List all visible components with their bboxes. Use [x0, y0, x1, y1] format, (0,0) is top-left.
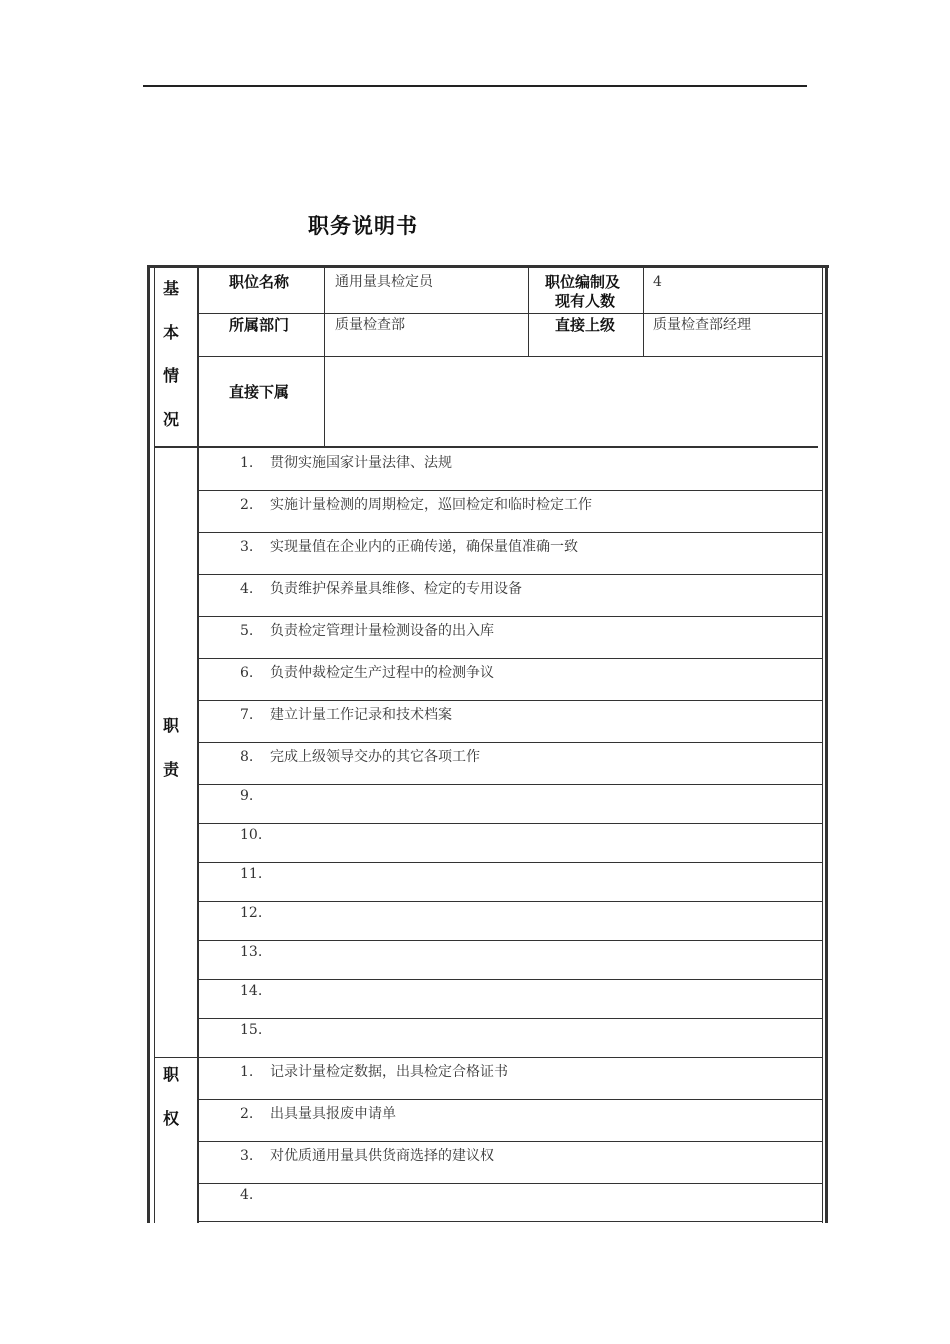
duty-row-divider [198, 490, 823, 491]
duty-item [240, 827, 270, 843]
duty-item [240, 788, 270, 804]
headcount-label-line1: 职位编制及 [545, 273, 621, 291]
duty-row-divider [198, 742, 823, 743]
duties-section-bottom [154, 1057, 823, 1058]
authority-item-text: 对优质通用量具供货商选择的建议权 [270, 1148, 494, 1164]
authority-row-divider [198, 1141, 823, 1142]
duty-item [240, 866, 270, 882]
duty-item-number: 9. [240, 788, 254, 804]
duty-row-divider [198, 700, 823, 701]
duty-row-divider [198, 616, 823, 617]
duty-item-number: 10. [240, 827, 263, 843]
basic-section-char-3: 情 [163, 366, 180, 385]
duty-item [240, 746, 480, 766]
duty-item-number: 2. [240, 497, 254, 513]
duty-row-divider [198, 862, 823, 863]
duty-row-divider [198, 901, 823, 902]
duty-item [240, 983, 270, 999]
duty-row-divider [198, 940, 823, 941]
headcount-value: 4 [653, 274, 662, 290]
duty-item-number: 1. [240, 455, 254, 471]
duty-item-text: 负责检定管理计量检测设备的出入库 [270, 623, 494, 639]
basic-section-char-4: 况 [163, 410, 180, 429]
duties-section-char-2: 责 [163, 760, 180, 779]
authority-section-char-2: 权 [163, 1109, 180, 1128]
table-left-inner-border [154, 268, 155, 1223]
duty-row-divider [198, 532, 823, 533]
duty-item-text: 实施计量检测的周期检定，巡回检定和临时检定工作 [270, 497, 592, 513]
basic-section-char-2: 本 [163, 323, 180, 342]
headcount-label-line2: 现有人数 [555, 292, 616, 310]
duty-item-number: 7. [240, 707, 254, 723]
duty-item-number: 15. [240, 1022, 263, 1038]
duty-item-text: 负责维护保养量具维修、检定的专用设备 [270, 581, 522, 597]
duty-item-number: 11. [240, 866, 263, 882]
duty-item-text: 完成上级领导交办的其它各项工作 [270, 749, 480, 765]
duty-item-number: 3. [240, 539, 254, 555]
duty-item-number: 13. [240, 944, 263, 960]
duty-item [240, 905, 270, 921]
basic-row-divider-2 [198, 356, 823, 357]
table-right-border [825, 265, 828, 1223]
divider-col-b [324, 268, 325, 446]
authority-row-divider [198, 1099, 823, 1100]
position-name-label: 职位名称 [229, 273, 290, 291]
duty-item-number: 12. [240, 905, 263, 921]
duty-item-text: 贯彻实施国家计量法律、法规 [270, 455, 452, 471]
duties-section-char-1: 职 [163, 716, 180, 735]
authority-item-text: 出具量具报废申请单 [270, 1106, 396, 1122]
duty-item-number: 6. [240, 665, 254, 681]
duty-item [240, 452, 452, 472]
basic-row-divider-1 [198, 313, 823, 314]
duty-row-divider [198, 823, 823, 824]
basic-section-char-1: 基 [163, 279, 180, 298]
duty-item [240, 578, 522, 598]
authority-row-divider [198, 1221, 823, 1222]
duty-item [240, 944, 270, 960]
duty-item-text: 负责仲裁检定生产过程中的检测争议 [270, 665, 494, 681]
authority-item-text: 记录计量检定数据，出具检定合格证书 [270, 1064, 508, 1080]
duty-item-number: 8. [240, 749, 254, 765]
duty-item [240, 662, 494, 682]
superior-label: 直接上级 [555, 316, 616, 334]
duty-row-divider [198, 1018, 823, 1019]
authority-item [240, 1145, 494, 1165]
position-name-value: 通用量具检定员 [335, 274, 433, 290]
duty-item [240, 494, 592, 514]
duty-item [240, 620, 494, 640]
table-left-border [147, 265, 150, 1223]
duty-item-number: 14. [240, 983, 263, 999]
department-label: 所属部门 [229, 316, 290, 334]
duty-item-number: 4. [240, 581, 254, 597]
duty-item [240, 704, 452, 724]
authority-item-number: 3. [240, 1148, 254, 1164]
authority-item-number: 1. [240, 1064, 254, 1080]
authority-item [240, 1061, 508, 1081]
authority-section-char-1: 职 [163, 1065, 180, 1084]
basic-section-bottom [154, 446, 818, 448]
duty-item-text: 建立计量工作记录和技术档案 [270, 707, 452, 723]
duty-row-divider [198, 784, 823, 785]
table-right-inner-border [822, 268, 823, 448]
superior-value: 质量检查部经理 [653, 317, 751, 333]
page-title: 职务说明书 [308, 214, 418, 238]
duties-right-border [822, 448, 823, 1223]
authority-item [240, 1103, 396, 1123]
duty-item [240, 536, 578, 556]
duty-row-divider [198, 658, 823, 659]
duty-item-text: 实现量值在企业内的正确传递，确保量值准确一致 [270, 539, 578, 555]
duty-row-divider [198, 979, 823, 980]
authority-item [240, 1187, 270, 1203]
divider-col-c [528, 268, 529, 356]
duty-item-number: 5. [240, 623, 254, 639]
duty-row-divider [198, 574, 823, 575]
duty-item [240, 1022, 270, 1038]
subordinate-label: 直接下属 [229, 383, 290, 401]
divider-col-a [197, 268, 199, 1223]
authority-item-number: 4. [240, 1187, 254, 1203]
divider-col-d [643, 268, 644, 356]
department-value: 质量检查部 [335, 317, 405, 333]
authority-item-number: 2. [240, 1106, 254, 1122]
table-top-border [147, 265, 829, 268]
authority-row-divider [198, 1183, 823, 1184]
